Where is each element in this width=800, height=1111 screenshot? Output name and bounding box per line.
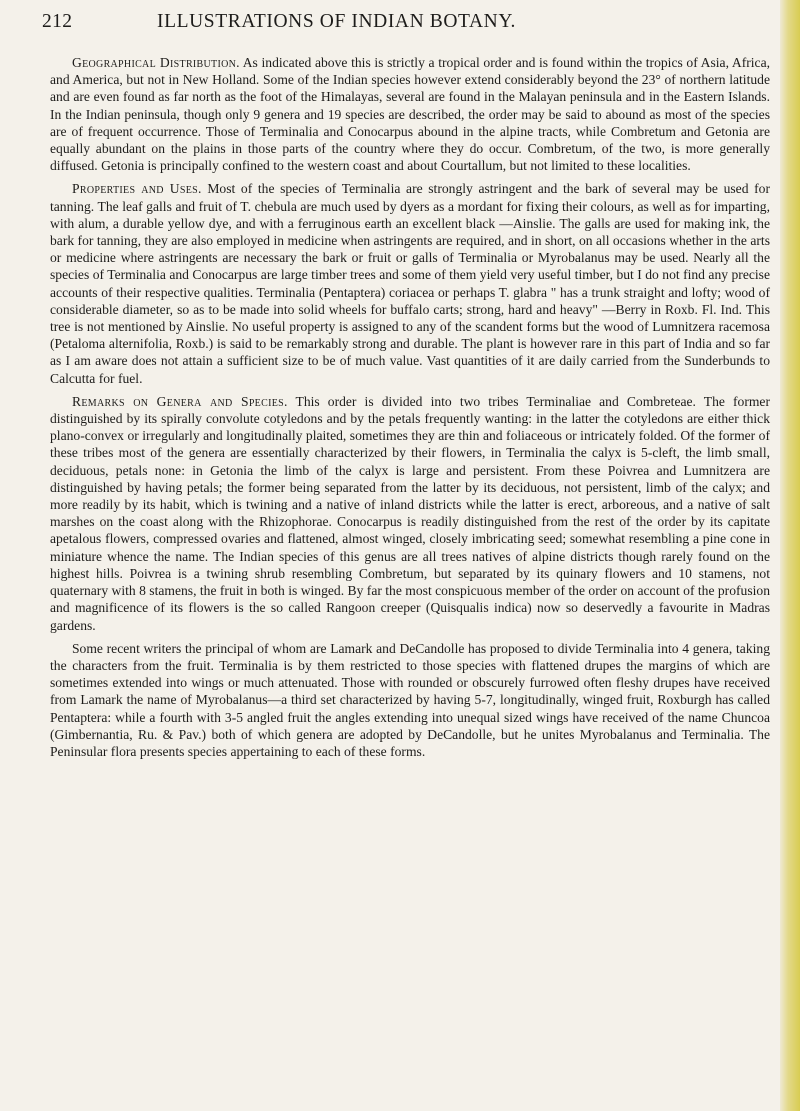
page-number: 212	[42, 11, 73, 32]
running-header	[42, 11, 772, 41]
text-body	[50, 54, 770, 766]
paragraph-geographical-distribution	[50, 54, 770, 174]
paragraph-text: This order is divided into two tribes Terminaliae and Combreteae. The former distinguished by its spirally convolute cotyledons and by the petals frequently wanting: in the latter the cotyledons are either thick plano-convex or irregularly and longitudinally plaited, sometimes they are thin and foliaceous or intricately folded. Of the former of these tribes most of the genera are essentially characterized by their flowers, in Terminalia the calyx is 5-cleft, the limb small, deciduous, petals none: in Getonia the limb of the calyx is large and persistent. From these Poivrea and Lumnitzera are distinguished by having petals; the former being separated from the latter by its deciduous, not persistent, limb of the calyx; and more readily by its habit, which is twining and a native of inland districts while the latter is erect, arboreous, and a native of salt marshes on the coast along with the Rhizophorae. Conocarpus is readily distinguished from the rest of the order by its capitate apetalous flowers, compressed ovaries and flattened, almost winged, closely imbricating seed; somewhat resembling a pine cone in miniature whence the name. The Indian species of this genus are all trees natives of alpine districts though rarely found on the highest hills. Poivrea is a twining shrub resembling Combretum, but separated by its quinary flowers and 10 stamens, not quaternary with 8 stamens, the fruit in both is winged. By far the most conspicuous member of the order on account of the profusion and magnificence of its flowers is the so called Rangoon creeper (Quisqualis indica) now so deservedly a favourite in Madras gardens.	[50, 393, 770, 633]
section-heading: Remarks on Genera and Species.	[72, 393, 288, 409]
paragraph-remarks-on-genera	[50, 393, 770, 634]
section-heading: Properties and Uses.	[72, 181, 202, 197]
paragraph-text: Most of the species of Terminalia are strongly astringent and the bark of several may be used for tanning. The leaf galls and fruit of T. chebula are much used by dyers as a mordant for fixing their colours, as well as for imparting, with alum, a durable yellow dye, and with a ferruginous earth an excellent black —Ainslie. The galls are used for making ink, the bark for tanning, they are also employed in medicine when astringents are required, and in short, on all occasions whether in the arts or medicine where astringents are necessary the bark or fruit or galls of Terminalia or Myrobalanus may be used. Nearly all the species of Terminalia and Conocarpus are large timber trees and some of them yield very useful timber, but I do not find any precise accounts of their respective qualities. Terminalia (Pentaptera) coriacea or perhaps T. glabra " has a trunk straight and lofty; wood of considerable diameter, so as to be made into solid wheels for buffalo carts; strong, hard and heavy" —Berry in Roxb. Fl. Ind. This tree is not mentioned by Ainslie. No useful property is assigned to any of the scandent forms but the wood of Lumnitzera racemosa (Petaloma alternifolia, Roxb.) is said to be remarkably strong and durable. The plant is however rare in this part of India and so far as I am aware does not attain a sufficient size to be of much value. Vast quantities of it are daily carried from the Sunderbunds to Calcutta for fuel.	[50, 181, 770, 386]
paragraph-properties-and-uses	[50, 180, 770, 386]
running-title: ILLUSTRATIONS OF INDIAN BOTANY.	[157, 11, 517, 32]
page-edge	[780, 0, 800, 1111]
paragraph-recent-writers	[50, 640, 770, 760]
paragraph-text: As indicated above this is strictly a tropical order and is found within the tropics of Asia, Africa, and America, but not in New Holland. Some of the Indian species however extend considerably beyond the 23° of northern latitude and are even found as far north as the foot of the Himalayas, several are found in the Malayan peninsula and in the Eastern Islands. In the Indian peninsula, though only 9 genera and 19 species are described, the order may be said to abound as most of the species are of frequent occurrence. Those of Terminalia and Conocarpus abound in the alpine tracts, while Combretum and Getonia are equally abundant on the plains in those parts of the country where they do occur. Combretum, of the two, is more generally diffused. Getonia is principally confined to the western coast and about Courtallum, but not limited to these localities.	[50, 55, 770, 174]
section-heading: Geographical Distribution.	[72, 55, 240, 70]
paragraph-text: Some recent writers the principal of whom are Lamark and DeCandolle has proposed to divide Terminalia into 4 genera, taking the characters from the fruit. Terminalia is by them restricted to those species with flattened drupes the margins of which are sometimes extended into wings or much attenuated. Those with rounded or obscurely furrowed often fleshy drupes have received from Lamark the name of Myrobalanus—a third set characterized by having 5-7, longitudinally, winged fruit, Roxburgh has called Pentaptera: while a fourth with 3-5 angled fruit the angles extending into unequal sized wings have received of the name Chuncoa (Gimbernantia, Ru. & Pav.) both of which genera are adopted by DeCandolle, but he unites Myrobalanus and Terminalia. The Peninsular flora presents species appertaining to each of these forms.	[50, 640, 770, 759]
